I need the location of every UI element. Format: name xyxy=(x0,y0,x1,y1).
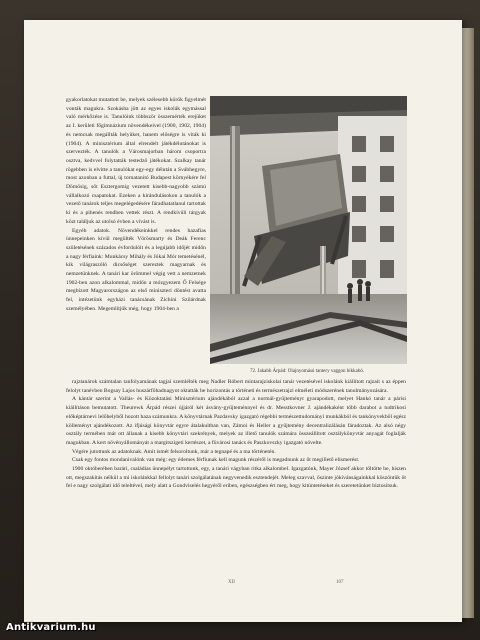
folio-left: XII xyxy=(228,580,235,585)
column-paragraph: Egyéb adatok. Növendékeinkkel rendes hazafias ünnepeinken kívül megülték Vörösmarty és Deák Ferenc születésének százados évfordulóit és a legújabb időjét midőn a nagy férfiaink: Munkácsy Mihály és Jókai Mór temetésénél, kik világraszóló dicsőséget szereztek magyarnak és nemzetünknek. A tanári kar örömmel végig vett a nemzetnek 1902-ben azon alkalommal, midőn a mózgyezem Ő Felsége megbízott Magyarországon az első miniszteri döntést avatta fel, intézetünk egyházi tanácsának Zichini Szilárdnak személyében. Megemlítjük még, hogy 1904-ben a xyxy=(66,227,206,312)
page-number: 107 xyxy=(336,580,344,585)
page-stack-edge xyxy=(462,28,474,618)
column-paragraph: gyakorlatokat mutattott be, melyek szélesebb körök figyelmét vonták magukra. Szokásba jött az egyes iskolák egymással való mérkőzése is. Tanulóink többször összemérték erejüket az I. kerületi főgimnázium növendékeivel (1900, 1902, 1904) és nemcsak megállták helyüket, hanem előségre is viták ki (1904). A minisztérium által elrendelt játékdélutánokat is szervezték. A tanulók a Városmajorban három csoportra osztva, kedvvel folytatták testedző játékokat. Szalkay tanár rögebben is elvitte a tanulókat egy-egy délután a Svábhegyre, most azonban a futtal, új tornatanító Budapest környékére fel Dömösig, sőt Esztergomig vezetett kisebb-nagyobb számú vállalkozó csapatokat. Ezeken a kirándulásokon a tanulók a vezető tanárok teljes megelégedésére fáradhatatlanul tartottak ki és a pihenés rendben vettek részt. A rendkívüli tárgyak közt találjuk az utolsó évben a vívást is. xyxy=(66,97,206,225)
body-paragraph: 1900 októberében barári, családias ünnepélyt tartottunk, egy, a tanári vágyban ritka alkalombel. Igazgatónk, Mayer József akkor töltötte be, hiszen ott, megszakítás nélkül a mi iskolánkkal fellolyt tanári szolgálatának negyvenedik esztendejét. Meleg szavval, őszinte jókívánságainkkal köszöntük őt fel e nagy szolgálati idő teleltével, mely alatt a Gondviselés hegyéről eriben, egészségben ért meg, hogy kitüntetéseket és szeretetünket biztosítsuk. xyxy=(66,466,406,490)
left-column-text xyxy=(66,96,206,378)
photo-caption: 72. Jakabb Árpád: Olajnyomású tantery vaggon bikkabó. xyxy=(250,369,365,374)
body-paragraph: rajztanárok számtalan tanfolyamának tagjai szemlélték meg Nadler Róbert mintarajziskolai tanár vezetésével iskolánk kiállított rajzait s az éppen felolyt tanévben Bogsay Lajos huszárföhadnagyot oktatták be horizontás a történeti és természetrajzi elméleti módszerének tanulmányozására. xyxy=(66,379,406,394)
site-watermark: Antikvarium.hu xyxy=(6,622,96,633)
industrial-photograph xyxy=(210,96,407,364)
photo-drawing xyxy=(210,96,407,364)
full-width-text xyxy=(66,378,406,568)
body-paragraph: A kántár szerint a Vallás- és Közoktatási Minisztérium ajándékából azzal a normál-gyűjteményt gyarapodott, melyet Hankó tanár a párisi kiállításon bemutatott. Theurewk Árpád részei újjáról két ásvány-gyűjteménnyel és dr. Messtkovner J. ajándékaként több darabot a tudtrikosi előképtárnevi lelőhelyből hozott haza számunkra. A könyvtárnak Pazdavsky igazgató régebbi természettudományi munkákból és tankönyvekből egész kölleményt ajándékozott. Az ifjúsági könyvtár egyre átalakultban van, Zámoi és Heller a gyűjtemény decentralizálásán fáradoztak. Az alsó négy osztály termében már ott állanak a kisebb könyvtári szekrények, melyek az illető tanulók számára összeállított osztálykönyvtár anyagát foglalják magukban. A kert növényállományát a margitszigeti kertészet, a füvárosi tanács és Paszkovszky igazgató növelte. xyxy=(66,396,406,446)
body-paragraph: Végére jutottunk az adatoknak. Amit ismét felsoroltunk, már a tegnapé és a ma történetén. xyxy=(72,448,276,455)
body-paragraph: Csak egy fontos mondanivalónk van még: egy édemes férfiunak kell magunk részéről is megadnunk az őt megillető elismerést. xyxy=(72,457,360,464)
